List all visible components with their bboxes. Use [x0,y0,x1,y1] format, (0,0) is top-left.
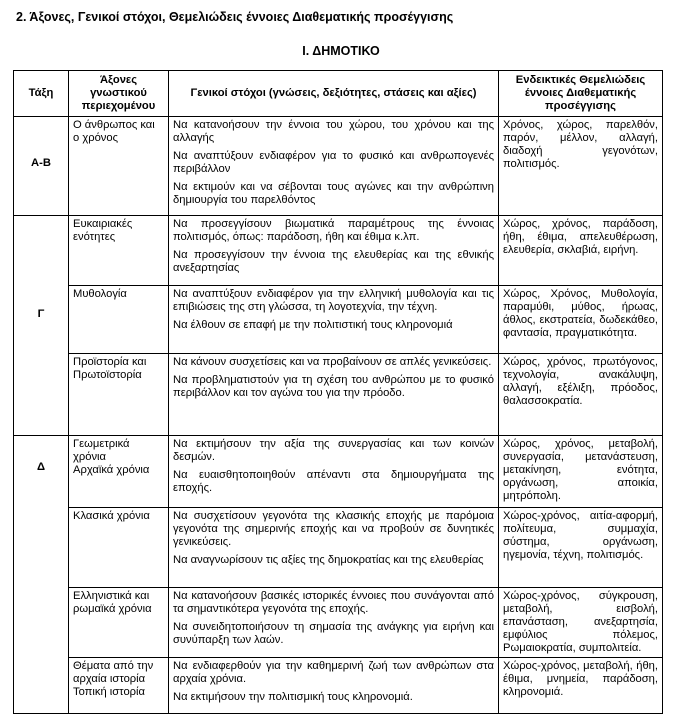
section-subheading: Ι. ΔΗΜΟΤΙΚΟ [302,44,380,58]
goals-cell: Να κατανοήσουν την έννοια του χώρου, του χρόνου και της αλλαγής Να αναπτύξουν ενδιαφέρον για το φυσικό και ανθρωπογενές περιβάλλον Να εκτιμούν και να σέβονται τους αγώνες και την ανθρώπινη δημιουργία του παρελθόντος [169,117,499,216]
concepts-cell: Χώρος, χρόνος, παράδοση, ήθη, έθιμα, απελευθέρωση, ελευθερία, σκλαβιά, ειρήνη. [499,216,663,286]
grade-label: Δ [36,461,46,473]
grade-cell [14,354,69,436]
table-row [14,436,663,508]
grade-cell [14,436,69,508]
concepts-cell: Χώρος-χρόνος, μεταβολή, ήθη, έθιμα, μνημεία, παράδοση, κληρονομιά. [499,658,663,714]
axis-cell: Κλασικά χρόνια [69,508,169,588]
header-grade: Τάξη [14,71,69,117]
grade-cell [14,588,69,658]
concepts-cell: Χώρος, χρόνος, πρωτόγονος, τεχνολογία, ανακάλυψη, αλλαγή, εξέλιξη, πρόοδος, θαλασσοκρατία. [499,354,663,436]
section-heading: 2. Άξονες, Γενικοί στόχοι, Θεμελιώδεις έννοιες Διαθεματικής προσέγγισης [16,10,454,24]
concepts-cell: Χώρος, Χρόνος, Μυθολογία, παραμύθι, μύθος, ήρωας, άθλος, εκστρατεία, δωδεκάθεο, φαντασία, πραγματικότητα. [499,286,663,354]
table-row [14,354,663,436]
grade-cell [14,658,69,714]
goals-cell: Να αναπτύξουν ενδιαφέρον για την ελληνική μυθολογία και τις επιβιώσεις της στη γλώσσα, τη λογοτεχνία, την τέχνη. Να έλθουν σε επαφή με την πολιτιστική τους κληρονομιά [169,286,499,354]
table-row [14,658,663,714]
table-row [14,216,663,286]
goals-cell: Να προσεγγίσουν βιωματικά παραμέτρους της έννοιας πολιτισμός, όπως: παράδοση, ήθη και έθιμα κ.λπ. Να προσεγγίσουν την έννοια της ελευθερίας και της εθνικής ανεξαρτησίας [169,216,499,286]
grade-cell [14,508,69,588]
goals-cell: Να κάνουν συσχετίσεις και να προβαίνουν σε απλές γενικεύσεις. Να προβληματιστούν για τη σχέση του ανθρώπου με το φυσικό περιβάλλον και τον αγώνα του για την πρόοδο. [169,354,499,436]
grade-cell [14,216,69,286]
axis-cell: Ο άνθρωπος και ο χρόνος [69,117,169,216]
table-row [14,286,663,354]
concepts-cell: Χώρος, χρόνος, μεταβολή, συνεργασία, μετανάστευση, μετακίνηση, ενότητα, οργάνωση, αποικία, μητρόπολη. [499,436,663,508]
header-axis: Άξονες γνωστικού περιεχομένου [69,71,169,117]
grade-cell [14,286,69,354]
goals-cell: Να κατανοήσουν βασικές ιστορικές έννοιες που συνάγονται από τα σημαντικότερα γεγονότα της εποχής. Να συνειδητοποιήσουν τη σημασία της ανάγκης για ειρήνη και συνύπαρξη των λαών. [169,588,499,658]
goals-cell: Να συσχετίσουν γεγονότα της κλασικής εποχής με παρόμοια γεγονότα της σημερινής εποχής και να προβούν σε δυνητικές γενικεύσεις. Να αναγνωρίσουν τις αξίες της δημοκρατίας και της ελευθερίας [169,508,499,588]
table-row [14,588,663,658]
grade-cell [14,117,69,216]
axis-cell: Γεωμετρικά χρόνια Αρχαϊκά χρόνια [69,436,169,508]
header-goals: Γενικοί στόχοι (γνώσεις, δεξιότητες, στάσεις και αξίες) [169,71,499,117]
axis-cell: Προϊστορία και Πρωτοϊστορία [69,354,169,436]
table-header-row [14,71,663,117]
goals-cell: Να ενδιαφερθούν για την καθημερινή ζωή των ανθρώπων στα αρχαία χρόνια. Να εκτιμήσουν την πολιτισμική τους κληρονομιά. [169,658,499,714]
grade-label: Γ [37,307,45,320]
concepts-cell: Χώρος-χρόνος, σύγκρουση, μεταβολή, εισβολή, επανάσταση, ανεξαρτησία, εμφύλιος πόλεμος, Ρωμαιοκρατία, συμπολιτεία. [499,588,663,658]
axis-cell: Μυθολογία [69,286,169,354]
header-concepts: Ενδεικτικές Θεμελιώδεις έννοιες Διαθεματικής προσέγγισης [499,71,663,117]
axis-cell: Ευκαιριακές ενότητες [69,216,169,286]
goals-cell: Να εκτιμήσουν την αξία της συνεργασίας και των κοινών δεσμών. Να ευαισθητοποιηθούν απέναντι στα δημιουργήματα της εποχής. [169,436,499,508]
axis-cell: Ελληνιστικά και ρωμαϊκά χρόνια [69,588,169,658]
table-row [14,117,663,216]
concepts-cell: Χώρος-χρόνος, αιτία-αφορμή, πολίτευμα, συμμαχία, σύστημα, οργάνωση, ηγεμονία, τέχνη, πολιτισμός. [499,508,663,588]
curriculum-table [13,70,663,714]
axis-cell: Θέματα από την αρχαία ιστορία Τοπική ιστορία [69,658,169,714]
concepts-cell: Χρόνος, χώρος, παρελθόν, παρόν, μέλλον, αλλαγή, διαδοχή γεγονότων, πολιτισμός. [499,117,663,216]
grade-label: Α-Β [31,157,51,169]
table-row [14,508,663,588]
